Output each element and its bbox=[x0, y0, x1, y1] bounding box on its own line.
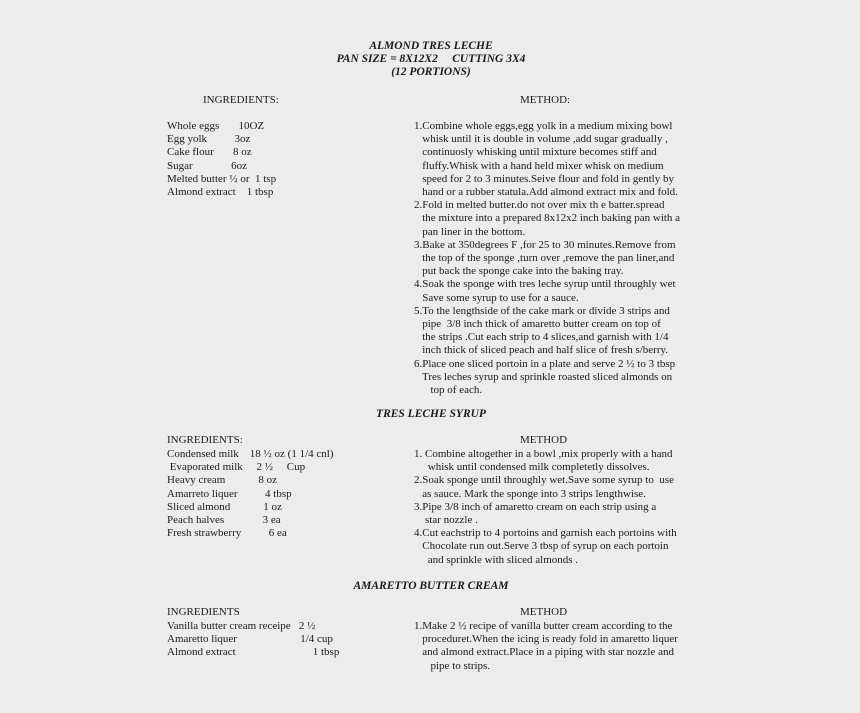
method-line: top of each. bbox=[414, 384, 483, 396]
method-line: 4.Cut eachstrip to 4 portoins and garnish each portoins with bbox=[414, 527, 677, 540]
method-line: 3.Pipe 3/8 inch of amaretto cream on each strip using a bbox=[414, 500, 657, 513]
ingredient-line: Almond extract 1 tbsp bbox=[167, 646, 340, 659]
method-line: pipe to strips. bbox=[414, 659, 491, 672]
method-line: whisk until condensed milk completetly dissolves. bbox=[414, 461, 650, 474]
ingredient-line: Amaretto liquer 1/4 cup bbox=[167, 633, 333, 646]
method-line: 2.Soak sponge until throughly wet.Save some syrup to use bbox=[414, 474, 675, 487]
ingredient-line: Almond extract 1 tbsp bbox=[167, 186, 274, 198]
method-line: hand or a rubber statula.Add almond extract mix and fold. bbox=[414, 186, 678, 198]
method-line: 6.Place one sliced portoin in a plate and serve 2 ½ to 3 tbsp bbox=[414, 357, 676, 370]
ingredient-line: Cake flour 8 oz bbox=[167, 146, 252, 159]
method-line: 5.To the lengthside of the cake mark or divide 3 strips and bbox=[414, 304, 670, 317]
portions-line: (12 PORTIONS) bbox=[391, 66, 471, 78]
method-line: fluffy.Whisk with a hand held mixer whisk on medium bbox=[414, 159, 664, 172]
method-line: pan liner in the bottom. bbox=[414, 225, 526, 238]
ingredients-header: INGREDIENTS: bbox=[203, 94, 279, 106]
method-header: METHOD: bbox=[520, 94, 571, 106]
method-line: as sauce. Mark the sponge into 3 strips lengthwise. bbox=[414, 487, 646, 500]
method-line: pipe 3/8 inch thick of amaretto butter cream on top of bbox=[414, 318, 661, 330]
section-title-tres-leche-syrup: TRES LECHE SYRUP bbox=[376, 408, 486, 420]
method-line: put back the sponge cake into the baking tray. bbox=[414, 265, 624, 278]
ingredients-header: INGREDIENTS bbox=[167, 606, 240, 618]
method-line: the top of the sponge ,turn over ,remove the pan liner,and bbox=[414, 252, 675, 264]
ingredient-line: Fresh strawberry 6 ea bbox=[167, 527, 287, 540]
section-title-amaretto-butter-cream: AMARETTO BUTTER CREAM bbox=[353, 580, 509, 592]
ingredient-line: Evaporated milk 2 ½ Cup bbox=[167, 461, 306, 474]
ingredient-line: Condensed milk 18 ½ oz (1 1/4 cnl) bbox=[167, 448, 334, 460]
method-line: the strips .Cut each strip to 4 slices,and garnish with 1/4 bbox=[414, 331, 669, 344]
method-line: 3.Bake at 350degrees F ,for 25 to 30 minutes.Remove from bbox=[414, 238, 676, 251]
method-line: 1.Make 2 ½ recipe of vanilla butter cream according to the bbox=[414, 620, 673, 632]
method-line: and almond extract.Place in a piping with star nozzle and bbox=[414, 646, 674, 659]
method-line: 1.Combine whole eggs,egg yolk in a medium mixing bowl bbox=[414, 120, 673, 132]
method-header: METHOD bbox=[520, 434, 568, 446]
method-line: inch thick of sliced peach and half slice of fresh s/berry. bbox=[414, 344, 669, 357]
method-line: speed for 2 to 3 minutes.Seive flour and fold in gently by bbox=[414, 172, 674, 185]
method-header: METHOD bbox=[520, 606, 568, 618]
method-line: whisk until it is double in volume ,add sugar gradually , bbox=[414, 133, 668, 146]
method-line: 2.Fold in melted butter.do not over mix th e batter.spread bbox=[414, 199, 665, 212]
ingredient-line: Vanilla butter cream receipe 2 ½ bbox=[167, 620, 316, 632]
ingredient-line: Melted butter ½ or 1 tsp bbox=[167, 172, 277, 185]
ingredient-line: Heavy cream 8 oz bbox=[167, 474, 277, 487]
recipe-title: ALMOND TRES LECHE bbox=[369, 40, 493, 52]
method-line: Tres leches syrup and sprinkle roasted sliced almonds on bbox=[414, 370, 673, 383]
ingredient-line: Sliced almond 1 oz bbox=[167, 500, 282, 513]
ingredient-line: Peach halves 3 ea bbox=[167, 514, 281, 526]
method-line: Save some syrup to use for a sauce. bbox=[414, 291, 579, 304]
ingredient-line: Whole eggs 10OZ bbox=[167, 120, 265, 132]
method-line: and sprinkle with sliced almonds . bbox=[414, 553, 579, 566]
ingredient-line: Amarreto liquer 4 tbsp bbox=[167, 487, 292, 500]
method-line: star nozzle . bbox=[414, 514, 478, 526]
ingredients-header: INGREDIENTS: bbox=[167, 434, 243, 446]
method-line: Chocolate run out.Serve 3 tbsp of syrup on each portoin bbox=[414, 540, 669, 553]
method-line: 4.Soak the sponge with tres leche syrup until throughly wet bbox=[414, 278, 676, 291]
method-line: proceduret.When the icing is ready fold in amaretto liquer bbox=[414, 633, 678, 646]
method-line: continuosly whisking until mixture becomes stiff and bbox=[414, 146, 657, 159]
pan-size-line: PAN SIZE = 8X12X2 CUTTING 3X4 bbox=[336, 53, 526, 65]
method-line: 1. Combine altogether in a bowl ,mix properly with a hand bbox=[414, 448, 673, 460]
method-line: the mixture into a prepared 8x12x2 inch baking pan with a bbox=[414, 212, 681, 225]
ingredient-line: Egg yolk 3oz bbox=[167, 133, 251, 146]
ingredient-line: Sugar 6oz bbox=[167, 159, 248, 172]
